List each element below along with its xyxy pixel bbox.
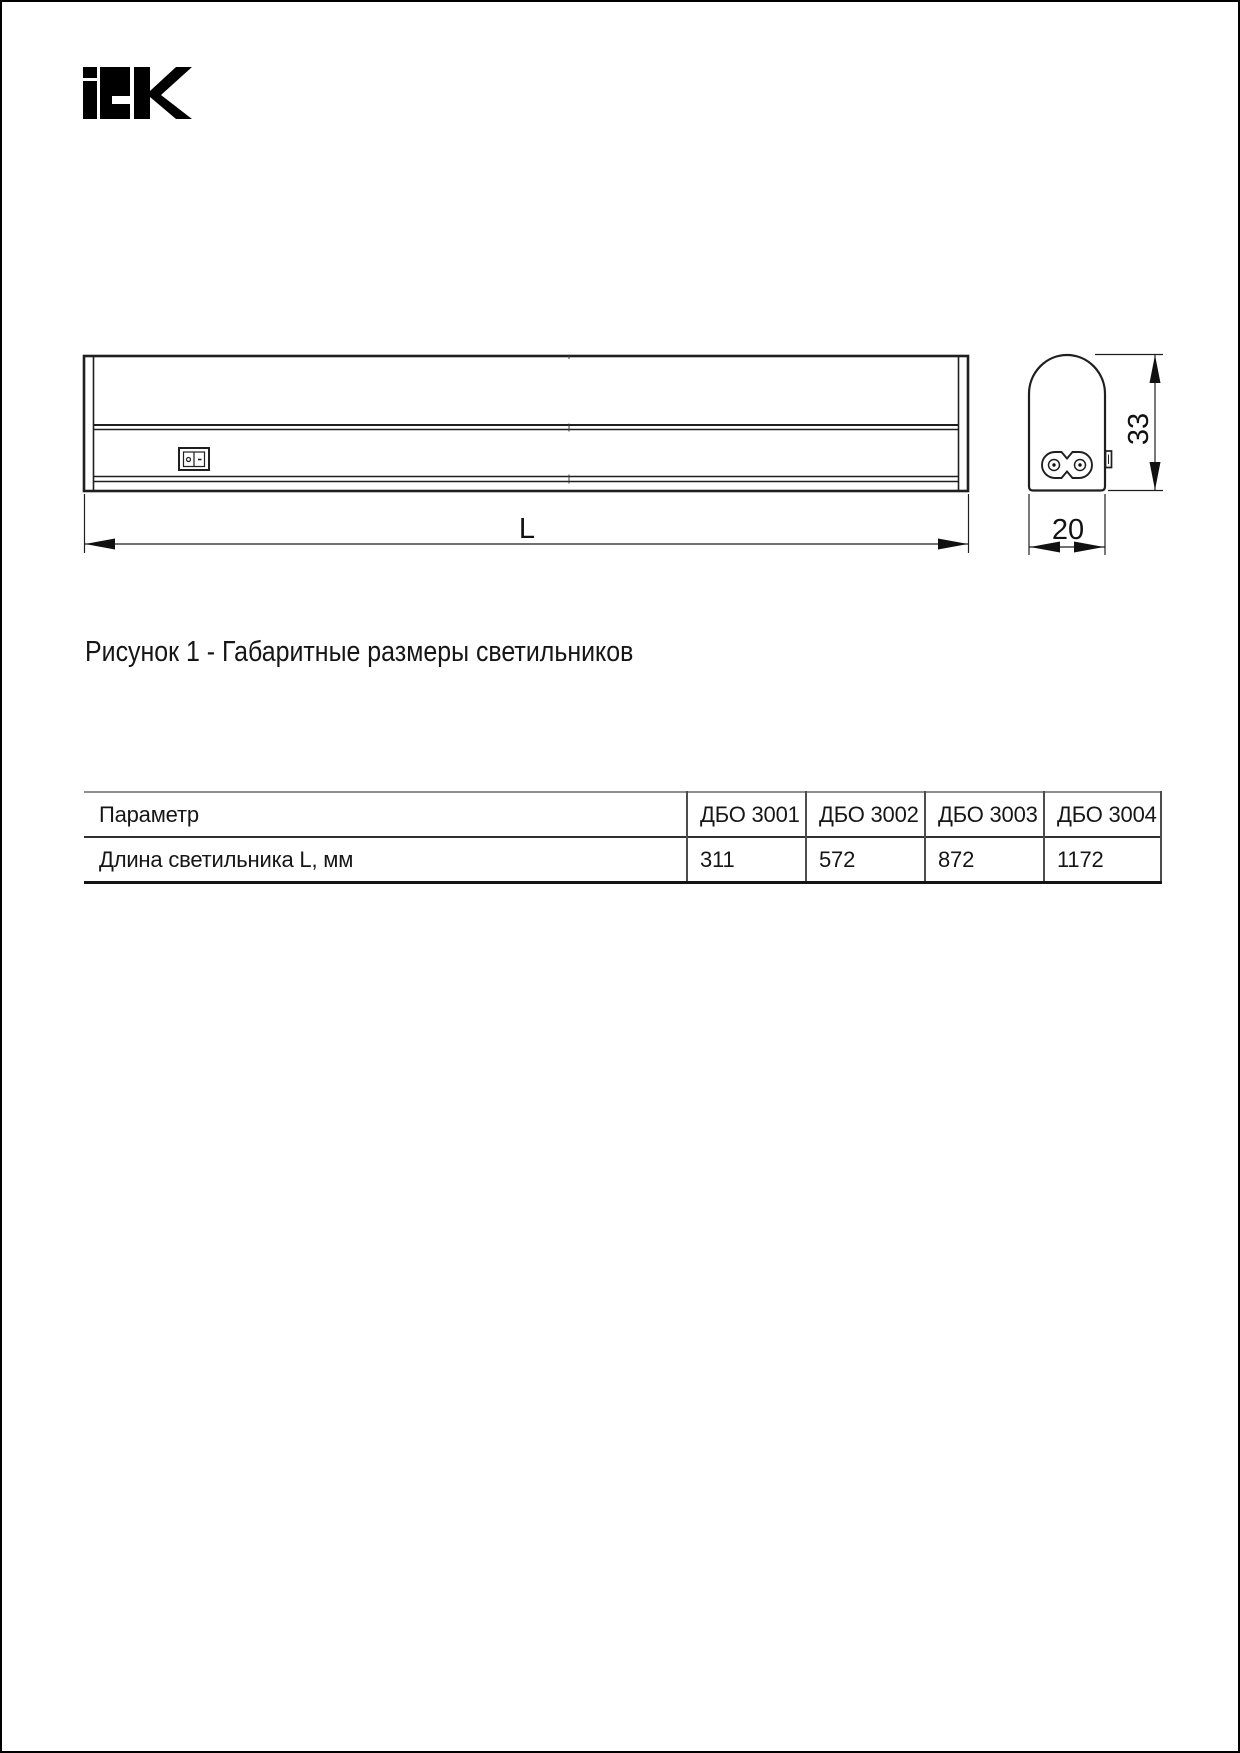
parameter-value-cell-4: 1172 bbox=[1044, 837, 1161, 883]
front-view-drawing bbox=[84, 355, 968, 492]
height-arrow-bottom bbox=[1150, 462, 1161, 490]
table-header-row bbox=[84, 792, 1161, 837]
c8-power-inlet-icon bbox=[1042, 452, 1092, 478]
height-dimension-label: 33 bbox=[1123, 412, 1155, 446]
dimensions-table bbox=[84, 791, 1162, 884]
parameter-value-cell-3: 872 bbox=[925, 837, 1044, 883]
luminaire-body-outline bbox=[84, 356, 968, 491]
width-dimension-label: 20 bbox=[1051, 514, 1085, 546]
length-dimension-label: L bbox=[518, 513, 536, 545]
column-header-model-3: ДБО 3003 bbox=[925, 792, 1044, 837]
column-header-model-2: ДБО 3002 bbox=[806, 792, 925, 837]
side-switch-icon bbox=[1106, 451, 1112, 468]
figure-caption: Рисунок 1 - Габаритные размеры светильников bbox=[85, 636, 634, 668]
column-header-model-1: ДБО 3001 bbox=[687, 792, 806, 837]
parameter-value-cell-1: 311 bbox=[687, 837, 806, 883]
table-row bbox=[84, 837, 1161, 883]
width-dimension bbox=[1029, 494, 1105, 555]
parameter-name-cell: Длина светильника L, мм bbox=[99, 846, 354, 872]
length-dimension bbox=[85, 494, 969, 553]
column-header-parameter: Параметр bbox=[99, 801, 199, 827]
figure-drawing bbox=[2, 2, 1240, 602]
parameter-value-cell-2: 572 bbox=[806, 837, 925, 883]
height-arrow-top bbox=[1150, 355, 1161, 383]
column-header-model-4: ДБО 3004 bbox=[1044, 792, 1161, 837]
power-switch-icon bbox=[179, 448, 209, 470]
length-arrow-left bbox=[85, 539, 115, 550]
length-arrow-right bbox=[938, 539, 968, 550]
side-view-drawing bbox=[1029, 355, 1112, 491]
